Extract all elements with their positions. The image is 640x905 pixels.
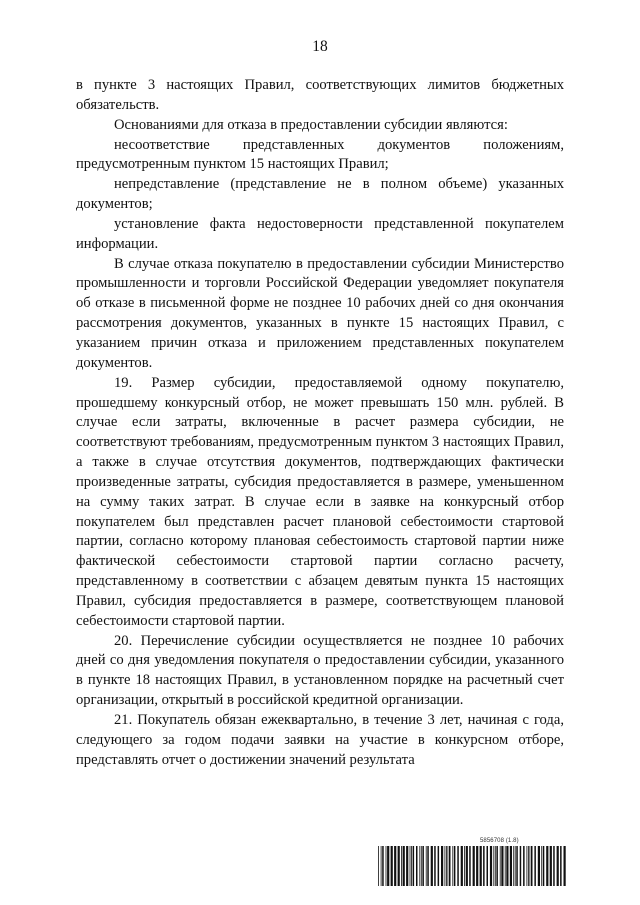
- barcode-bar: [501, 846, 503, 886]
- document-body: [76, 76, 564, 771]
- barcode-bar: [515, 846, 516, 886]
- barcode-bar: [391, 846, 393, 886]
- barcode-bar: [382, 846, 384, 886]
- barcode-bar: [550, 846, 552, 886]
- barcode-bar: [553, 846, 555, 886]
- barcode-bar: [557, 846, 559, 886]
- barcode-bar: [473, 846, 475, 886]
- barcode-bar: [427, 846, 429, 886]
- barcode-bar: [546, 846, 548, 886]
- page-number: 18: [312, 38, 328, 55]
- barcode-bar: [446, 846, 447, 886]
- paragraph: Основаниями для отказа в предоставлении субсидии являются:: [114, 116, 508, 133]
- barcode-bar: [530, 846, 531, 886]
- barcode-bar: [527, 846, 528, 886]
- barcode-bar: [401, 846, 402, 886]
- barcode-bar: [528, 846, 529, 886]
- barcode-bar: [483, 846, 485, 886]
- paragraph: 20. Перечисление субсидии осуществляется не позднее 10 рабочих дней со дня уведомления покупателя о предоставлении субсидии, указанного в пункте 18 настоящих Правил, в установленном порядке на расчетный счет организации, открытый в российской кредитной организации.: [76, 632, 564, 709]
- barcode-bar: [394, 846, 396, 886]
- barcode-bar: [431, 846, 433, 886]
- barcode-bar: [406, 846, 408, 886]
- barcode-bar: [461, 846, 463, 886]
- barcode-bar: [441, 846, 443, 886]
- paragraph: В случае отказа покупателю в предоставлении субсидии Министерство промышленности и торговли Российской Федерации уведомляет покупателя об отказе в письменной форме не позднее 10 рабочих дней со дня окончания рассмотрения документов, указанных в пункте 15 настоящих Правил, с указанием причин отказа и приложением представленных покупателем документов.: [76, 255, 564, 371]
- barcode-bar: [464, 846, 465, 886]
- barcode-bar: [495, 846, 496, 886]
- barcode-bar: [452, 846, 453, 886]
- barcode-bar: [426, 846, 427, 886]
- barcode-bar: [381, 846, 382, 886]
- document-code: 5856708 (1.8): [480, 838, 519, 844]
- barcode-bar: [500, 846, 501, 886]
- barcode-bar: [410, 846, 411, 886]
- barcode-bar: [487, 846, 489, 886]
- barcode-bar: [386, 846, 387, 886]
- barcode-bar: [411, 846, 412, 886]
- barcode-bar: [541, 846, 542, 886]
- barcode-bar: [523, 846, 525, 886]
- barcode-bar: [531, 846, 533, 886]
- barcode-bar: [403, 846, 405, 886]
- barcode-bar: [538, 846, 540, 886]
- barcode-bar: [560, 846, 562, 886]
- barcode-bar: [422, 846, 424, 886]
- barcode-bar: [510, 846, 512, 886]
- barcode-bar: [493, 846, 494, 886]
- barcode-bar: [448, 846, 449, 886]
- barcode-bar: [438, 846, 440, 886]
- barcode-bar: [534, 846, 536, 886]
- barcode-bar: [387, 846, 389, 886]
- barcode-bar: [421, 846, 422, 886]
- barcode-bar: [445, 846, 446, 886]
- barcode-bar: [564, 846, 566, 886]
- barcode-bar: [413, 846, 415, 886]
- barcode-bar: [434, 846, 436, 886]
- barcode-bar: [520, 846, 522, 886]
- paragraph: непредставление (представление не в полном объеме) указанных документов;: [76, 176, 564, 213]
- barcode-bar: [513, 846, 514, 886]
- barcode-bar: [496, 846, 498, 886]
- barcode-bar: [398, 846, 400, 886]
- barcode-bar: [506, 846, 508, 886]
- barcode-bar: [476, 846, 478, 886]
- barcode-bar: [466, 846, 468, 886]
- barcode-bar: [480, 846, 482, 886]
- paragraph: установление факта недостоверности представленной покупателем информации.: [76, 215, 564, 252]
- paragraph: несоответствие представленных документов положениям, предусмотренным пунктом 15 настоящих Правил;: [76, 136, 564, 173]
- barcode-bar: [469, 846, 471, 886]
- barcode-bar: [419, 846, 420, 886]
- paragraph: 21. Покупатель обязан ежеквартально, в течение 3 лет, начиная с года, следующего за годом подачи заявки на участие в конкурсном отборе, представлять отчет о достижении значений результата: [76, 712, 564, 768]
- barcode-bar: [449, 846, 451, 886]
- barcode-bar: [516, 846, 518, 886]
- barcode-bar: [416, 846, 418, 886]
- barcode-bar: [457, 846, 459, 886]
- barcode-bar: [490, 846, 492, 886]
- barcode-bar: [543, 846, 545, 886]
- barcode-bar: [378, 846, 379, 886]
- barcode-bar: [454, 846, 456, 886]
- barcode: [378, 846, 566, 886]
- barcode-bar: [505, 846, 506, 886]
- paragraph: в пункте 3 настоящих Правил, соответствующих лимитов бюджетных обязательств.: [76, 77, 564, 113]
- paragraph: 19. Размер субсидии, предоставляемой одному покупателю, прошедшему конкурсный отбор, не может превышать 150 млн. рублей. В случае если затраты, включенные в расчет размера субсидии, не соответствуют требованиям, предусмотренным пунктом 3 настоящих Правил, а также в случае отсутствия документов, подтверждающих фактически произведенные затраты, субсидия предоставляется в размере, уменьшенном на сумму таких затрат. В случае если в заявке на конкурсный отбор покупателем был представлен расчет плановой себестоимости стартовой партии, согласно которому плановая себестоимость стартовой партии ниже фактической себестоимости стартовой партии согласно расчету, представленному в соответствии с абзацем девятым пункта 15 настоящих Правил, субсидия предоставляется в размере, соответствующем плановой себестоимости стартовой партии.: [76, 374, 564, 629]
